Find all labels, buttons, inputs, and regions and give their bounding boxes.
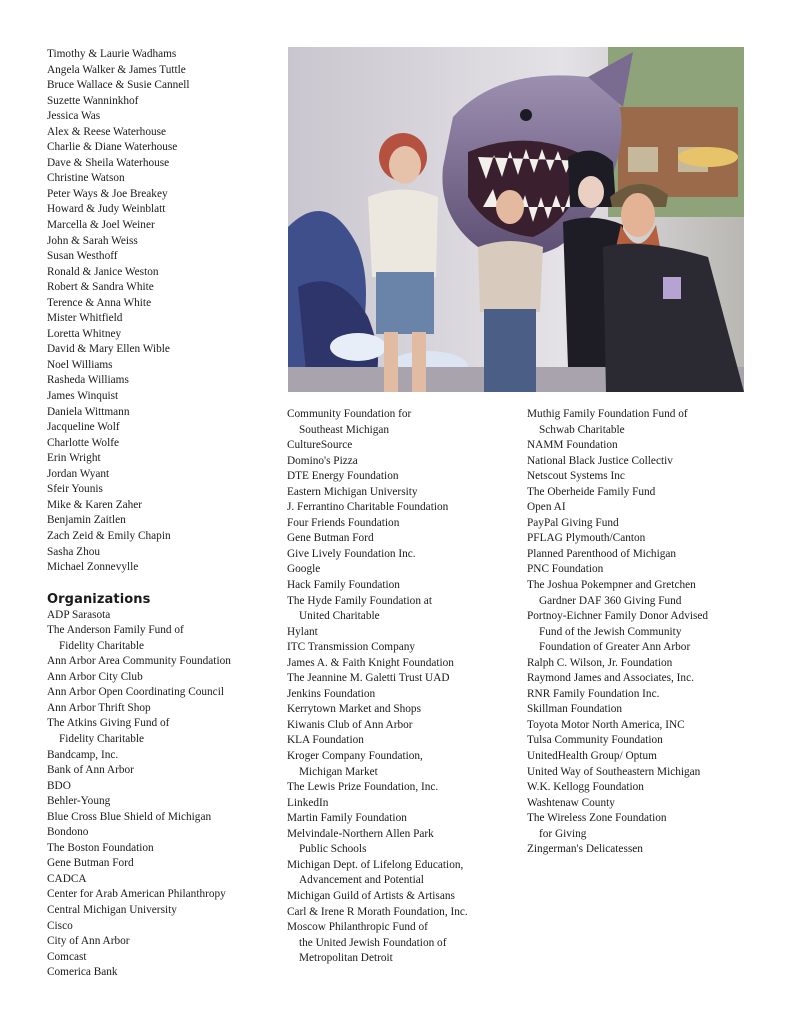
- organization-name: [47, 794, 277, 810]
- organization-name: [287, 562, 517, 578]
- organization-name: [527, 733, 767, 749]
- organization-name: [527, 516, 767, 532]
- organization-name: [287, 454, 517, 470]
- donor-name: Zach Zeid & Emily Chapin: [47, 529, 171, 542]
- organization-name-line: PNC Foundation: [527, 563, 604, 576]
- organization-name-line: Google: [287, 563, 321, 576]
- organization-name: [527, 765, 767, 781]
- organization-name: [287, 905, 517, 921]
- organization-name: [287, 687, 517, 703]
- donor-name: Erin Wright: [47, 452, 101, 465]
- organization-name-line: James A. & Faith Knight Foundation: [287, 656, 454, 669]
- organization-name-line: Carl & Irene R Morath Foundation, Inc.: [287, 905, 468, 918]
- organization-name-line: Zingerman's Delicatessen: [527, 843, 643, 856]
- organization-name: [527, 469, 767, 485]
- organization-name: [527, 407, 767, 438]
- organization-name-line: Washtenaw County: [527, 796, 615, 809]
- organization-name: [47, 685, 277, 701]
- donor-name: Timothy & Laurie Wadhams: [47, 48, 177, 60]
- organization-name: [47, 748, 277, 764]
- organization-name-line: The Hyde Family Foundation at: [287, 594, 432, 607]
- organizations-column-3: [527, 407, 767, 858]
- organization-name-line: The Wireless Zone Foundation: [527, 812, 667, 825]
- organization-name: [47, 903, 277, 919]
- organization-name-line: Martin Family Foundation: [287, 812, 407, 825]
- organizations-list-2: [287, 407, 517, 967]
- organization-name: [527, 842, 767, 858]
- organization-name: [287, 920, 517, 967]
- organization-name-line: Ann Arbor Thrift Shop: [47, 701, 151, 714]
- donor-name: Loretta Whitney: [47, 327, 122, 340]
- organization-name-continuation: Gardner DAF 360 Giving Fund: [539, 594, 682, 607]
- organization-name: [47, 608, 277, 624]
- donor-name: Howard & Judy Weinblatt: [47, 203, 166, 216]
- organization-name-line: The Boston Foundation: [47, 841, 154, 854]
- organization-name-line: Domino's Pizza: [287, 454, 358, 467]
- organization-name: [47, 934, 277, 950]
- organization-name: [47, 841, 277, 857]
- donor-name: Charlotte Wolfe: [47, 436, 119, 449]
- organization-name-line: Ann Arbor Area Community Foundation: [47, 655, 231, 668]
- organization-name-continuation: Advancement and Potential: [299, 874, 424, 887]
- individual-donors-column: [47, 47, 277, 981]
- organization-name-line: Muthig Family Foundation Fund of: [527, 408, 688, 420]
- organization-name-line: Comcast: [47, 950, 87, 963]
- donor-name: Jessica Was: [47, 110, 101, 123]
- organizations-column-2: [287, 407, 517, 967]
- organization-name-line: Open AI: [527, 501, 566, 514]
- organization-name: [47, 856, 277, 872]
- organization-name-line: RNR Family Foundation Inc.: [527, 687, 660, 700]
- donor-name: Susan Westhoff: [47, 250, 118, 263]
- organization-name: [287, 640, 517, 656]
- organization-name: [47, 701, 277, 717]
- organization-name: [527, 609, 767, 656]
- organization-name-line: Cisco: [47, 919, 73, 932]
- donor-name: Mike & Karen Zaher: [47, 498, 143, 511]
- organization-name-continuation: Fidelity Charitable: [59, 732, 145, 745]
- organization-name: [527, 796, 767, 812]
- donor-name: Robert & Sandra White: [47, 281, 154, 294]
- donor-name: John & Sarah Weiss: [47, 234, 138, 247]
- organization-name-line: Eastern Michigan University: [287, 485, 418, 498]
- organization-name: [527, 438, 767, 454]
- donor-name: Daniela Wittmann: [47, 405, 130, 418]
- organization-name-line: PFLAG Plymouth/Canton: [527, 532, 646, 545]
- organization-name-line: Behler-Young: [47, 795, 111, 808]
- donor-name: Terence & Anna White: [47, 296, 152, 309]
- organization-name-line: The Lewis Prize Foundation, Inc.: [287, 781, 439, 794]
- organization-name: [287, 594, 517, 625]
- donor-name: Suzette Wanninkhof: [47, 94, 139, 107]
- organization-name-line: Blue Cross Blue Shield of Michigan: [47, 810, 212, 823]
- organization-name-line: Ralph C. Wilson, Jr. Foundation: [527, 656, 673, 669]
- organizations-list-3: [527, 407, 767, 858]
- organization-name-continuation: Schwab Charitable: [539, 423, 625, 436]
- organization-name-line: W.K. Kellogg Foundation: [527, 781, 644, 794]
- organization-name-line: Bank of Ann Arbor: [47, 764, 134, 777]
- organization-name-line: Skillman Foundation: [527, 703, 623, 716]
- organization-name: [287, 749, 517, 780]
- individual-donors-list: [47, 47, 277, 576]
- organization-name-line: CultureSource: [287, 439, 353, 452]
- organization-name: [287, 671, 517, 687]
- organization-name: [47, 810, 277, 826]
- organization-name-continuation: Fund of the Jewish Community: [539, 625, 682, 638]
- organization-name-line: Comerica Bank: [47, 966, 118, 979]
- organization-name-line: PayPal Giving Fund: [527, 516, 619, 529]
- organization-name-continuation: Metropolitan Detroit: [299, 952, 393, 965]
- organization-name: [47, 825, 277, 841]
- organization-name: [287, 858, 517, 889]
- organization-name: [47, 872, 277, 888]
- organization-name: [47, 965, 277, 981]
- organization-name: [47, 779, 277, 795]
- donor-name: Sasha Zhou: [47, 545, 101, 558]
- organization-name-line: The Atkins Giving Fund of: [47, 717, 170, 730]
- donor-name: Christine Watson: [47, 172, 125, 185]
- organization-name-line: Bandcamp, Inc.: [47, 748, 119, 761]
- organization-name: [287, 547, 517, 563]
- organization-name-continuation: for Giving: [539, 827, 587, 840]
- organization-name: [527, 562, 767, 578]
- organization-name: [287, 733, 517, 749]
- organization-name-continuation: Fidelity Charitable: [59, 639, 145, 652]
- organization-name-line: Toyota Motor North America, INC: [527, 718, 685, 731]
- organization-name-line: Portnoy-Eichner Family Donor Advised: [527, 610, 709, 623]
- organization-name: [287, 889, 517, 905]
- donor-name: Ronald & Janice Weston: [47, 265, 159, 278]
- donor-name: Rasheda Williams: [47, 374, 129, 387]
- organization-name-line: National Black Justice Collectiv: [527, 454, 673, 467]
- organization-name-continuation: United Charitable: [299, 610, 380, 623]
- organization-name-line: Bondono: [47, 826, 89, 839]
- organization-name-continuation: the United Jewish Foundation of: [299, 936, 447, 949]
- organization-name: [287, 500, 517, 516]
- organization-name: [287, 469, 517, 485]
- organization-name: [47, 716, 277, 747]
- organization-name-line: KLA Foundation: [287, 734, 364, 747]
- organization-name-line: J. Ferrantino Charitable Foundation: [287, 501, 449, 514]
- organization-name-line: ITC Transmission Company: [287, 641, 416, 654]
- organization-name: [527, 718, 767, 734]
- donor-name: Angela Walker & James Tuttle: [47, 63, 186, 76]
- organization-name-line: Michigan Guild of Artists & Artisans: [287, 889, 455, 902]
- organization-name: [47, 670, 277, 686]
- organization-name-line: Melvindale-Northern Allen Park: [287, 827, 434, 840]
- donor-name: Jordan Wyant: [47, 467, 110, 480]
- organization-name: [527, 656, 767, 672]
- organization-name-line: United Way of Southeastern Michigan: [527, 765, 701, 778]
- organization-name-line: Give Lively Foundation Inc.: [287, 547, 416, 560]
- organization-name-line: Center for Arab American Philanthropy: [47, 888, 226, 901]
- organization-name-line: DTE Energy Foundation: [287, 470, 399, 483]
- organization-name: [287, 702, 517, 718]
- donor-name: Noel Williams: [47, 358, 113, 371]
- organization-name: [47, 623, 277, 654]
- organization-name: [527, 531, 767, 547]
- organization-name-continuation: Foundation of Greater Ann Arbor: [539, 641, 691, 654]
- organization-name-line: Central Michigan University: [47, 903, 177, 916]
- donor-name: Jacqueline Wolf: [47, 421, 120, 434]
- organizations-list-1: [47, 608, 277, 981]
- organization-name-line: Kiwanis Club of Ann Arbor: [287, 718, 413, 731]
- organization-name-line: Gene Butman Ford: [287, 532, 374, 545]
- organization-name: [47, 950, 277, 966]
- organization-name-continuation: Public Schools: [299, 843, 367, 856]
- organization-name: [527, 811, 767, 842]
- organization-name-line: The Jeannine M. Galetti Trust UAD: [287, 672, 450, 685]
- organization-name: [287, 796, 517, 812]
- organization-name-line: LinkedIn: [287, 796, 329, 809]
- organization-name-line: The Joshua Pokempner and Gretchen: [527, 579, 696, 592]
- donor-name: Mister Whitfield: [47, 312, 123, 325]
- organization-name: [287, 578, 517, 594]
- organization-name-line: UnitedHealth Group/ Optum: [527, 750, 657, 763]
- organization-name: [47, 763, 277, 779]
- organization-name-line: Planned Parenthood of Michigan: [527, 547, 677, 560]
- organization-name-line: ADP Sarasota: [47, 608, 111, 621]
- organization-name: [287, 827, 517, 858]
- organization-name-line: Kerrytown Market and Shops: [287, 703, 421, 716]
- organization-name-line: The Anderson Family Fund of: [47, 624, 184, 637]
- donor-name: Michael Zonnevylle: [47, 561, 139, 574]
- organization-name-line: Ann Arbor Open Coordinating Council: [47, 686, 224, 699]
- organization-name: [527, 454, 767, 470]
- organization-name-line: Gene Butman Ford: [47, 857, 134, 870]
- organization-name-line: CADCA: [47, 872, 87, 885]
- organization-name-line: NAMM Foundation: [527, 439, 618, 452]
- organization-name-line: Hack Family Foundation: [287, 579, 400, 592]
- organization-name-line: City of Ann Arbor: [47, 935, 130, 948]
- organization-name: [287, 407, 517, 438]
- organization-name: [47, 919, 277, 935]
- organization-name: [287, 656, 517, 672]
- organization-name-line: Michigan Dept. of Lifelong Education,: [287, 858, 464, 871]
- organization-name-line: Kroger Company Foundation,: [287, 750, 423, 763]
- donor-name: James Winquist: [47, 390, 119, 403]
- organization-name: [527, 749, 767, 765]
- organization-name: [47, 654, 277, 670]
- organization-name: [287, 780, 517, 796]
- photo-shark-sculpture-with-people: [288, 47, 744, 392]
- organization-name: [47, 887, 277, 903]
- organizations-heading: Organizations: [47, 591, 151, 607]
- organization-name-line: Moscow Philanthropic Fund of: [287, 921, 428, 934]
- organization-name: [527, 578, 767, 609]
- organization-name-line: The Oberheide Family Fund: [527, 485, 656, 498]
- organization-name-continuation: Michigan Market: [299, 765, 378, 778]
- donor-name: David & Mary Ellen Wible: [47, 343, 170, 356]
- organization-name-line: Raymond James and Associates, Inc.: [527, 672, 694, 685]
- organization-name: [527, 485, 767, 501]
- organization-name-line: Hylant: [287, 625, 318, 638]
- donor-name: Charlie & Diane Waterhouse: [47, 141, 178, 154]
- organization-name: [527, 687, 767, 703]
- organization-name: [527, 547, 767, 563]
- organization-name-line: Jenkins Foundation: [287, 687, 376, 700]
- organization-name: [287, 718, 517, 734]
- organization-name: [287, 811, 517, 827]
- organization-name: [527, 500, 767, 516]
- organization-name-line: Community Foundation for: [287, 408, 412, 420]
- organization-name: [527, 671, 767, 687]
- organization-name: [287, 625, 517, 641]
- donor-name: Dave & Sheila Waterhouse: [47, 156, 170, 169]
- organization-name-line: Tulsa Community Foundation: [527, 734, 663, 747]
- organization-name: [287, 485, 517, 501]
- donor-name: Bruce Wallace & Susie Cannell: [47, 79, 190, 92]
- donor-name: Alex & Reese Waterhouse: [47, 125, 167, 138]
- organization-name-continuation: Southeast Michigan: [299, 423, 390, 436]
- donor-name: Peter Ways & Joe Breakey: [47, 187, 168, 200]
- organization-name-line: Ann Arbor City Club: [47, 670, 143, 683]
- donor-name: Marcella & Joel Weiner: [47, 219, 155, 232]
- event-photo: [288, 47, 744, 392]
- organization-name: [287, 438, 517, 454]
- organization-name: [527, 702, 767, 718]
- organization-name: [287, 531, 517, 547]
- organization-name: [287, 516, 517, 532]
- organization-name: [527, 780, 767, 796]
- organization-name-line: Four Friends Foundation: [287, 516, 400, 529]
- organization-name-line: BDO: [47, 779, 71, 792]
- organization-name-line: Netscout Systems Inc: [527, 470, 625, 483]
- donor-name: Benjamin Zaitlen: [47, 514, 126, 527]
- donor-name: Sfeir Younis: [47, 483, 103, 496]
